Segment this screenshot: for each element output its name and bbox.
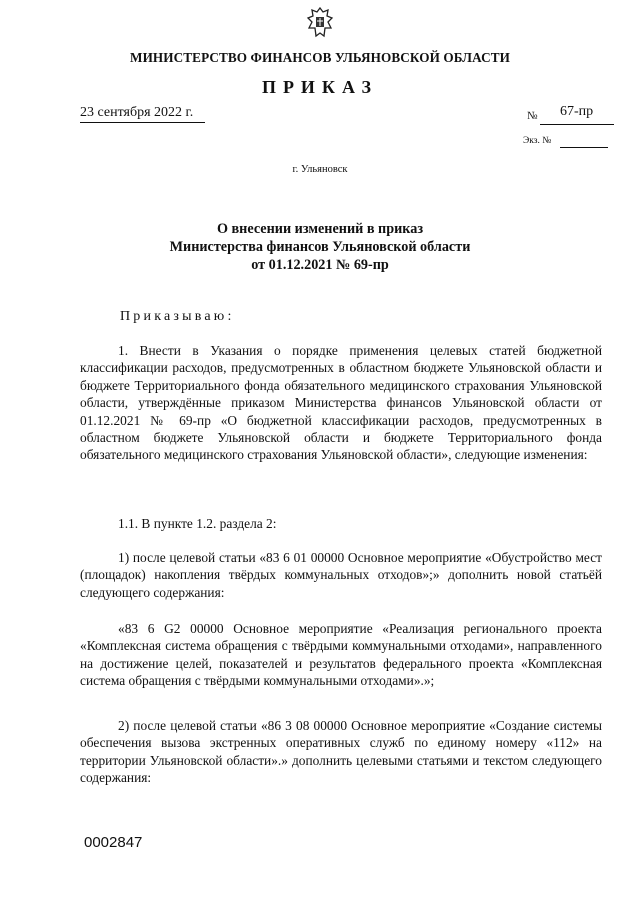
paragraph-1: 1. Внести в Указания о порядке применения целевых статей бюджетной классификации расходов, предусмотренных в областном бюджете Ульяновской области и бюджете Территориального фонда обязательного медицинского страхования Ульяновской области, утверждённые приказом Министерства финансов Ульяновской области от 01.12.2021 № 69-пр «О бюджетной классификации расходов, предусмотренных в областном бюджете Ульяновской области и бюджете Территориального фонда обязательного медицинского страхования Ульяновской области», следующие изменения:: [80, 343, 602, 463]
copy-number-label: Экз. №: [523, 136, 552, 146]
paragraph-new-article: «83 6 G2 00000 Основное мероприятие «Реализация регионального проекта «Комплексная система обращения с твёрдыми коммунальными отходами», направленного на достижение целей, показателей и результатов федерального проекта «Комплексная система обращения с твёрдыми коммунальными отходами».»;: [80, 621, 602, 689]
paragraph-1-1: 1.1. В пункте 1.2. раздела 2:: [118, 516, 277, 531]
title-line-2: Министерства финансов Ульяновской области: [169, 239, 471, 255]
ministry-name: МИНИСТЕРСТВО ФИНАНСОВ УЛЬЯНОВСКОЙ ОБЛАСТИ: [130, 50, 510, 65]
document-type: ПРИКАЗ: [261, 77, 379, 97]
number-underline: [540, 124, 614, 125]
paragraph-item-1: 1) после целевой статьи «83 6 01 00000 Основное мероприятие «Обустройство мест (площадок) накопления твёрдых коммунальных отходов»;» дополнить новой статьёй следующего содержания:: [80, 550, 602, 600]
copy-number-blank: [560, 147, 608, 148]
title-line-3: от 01.12.2021 № 69-пр: [251, 257, 389, 273]
order-word: Приказываю:: [120, 309, 235, 324]
paragraph-item-2: 2) после целевой статьи «86 3 08 00000 Основное мероприятие «Создание системы обеспечения вызова экстренных оперативных служб по единому номеру «112» на территории Ульяновской области».» дополнить целевыми статьями и текстом следующего содержания:: [80, 718, 602, 786]
document-number: 67-пр: [560, 104, 594, 119]
number-label: №: [527, 110, 538, 122]
coat-of-arms-icon: [306, 6, 334, 40]
city: г. Ульяновск: [292, 164, 348, 175]
title-line-1: О внесении изменений в приказ: [216, 221, 424, 237]
document-title: [0, 220, 640, 274]
document-serial-number: 0002847: [84, 834, 143, 851]
document-date: 23 сентября 2022 г.: [80, 105, 205, 123]
